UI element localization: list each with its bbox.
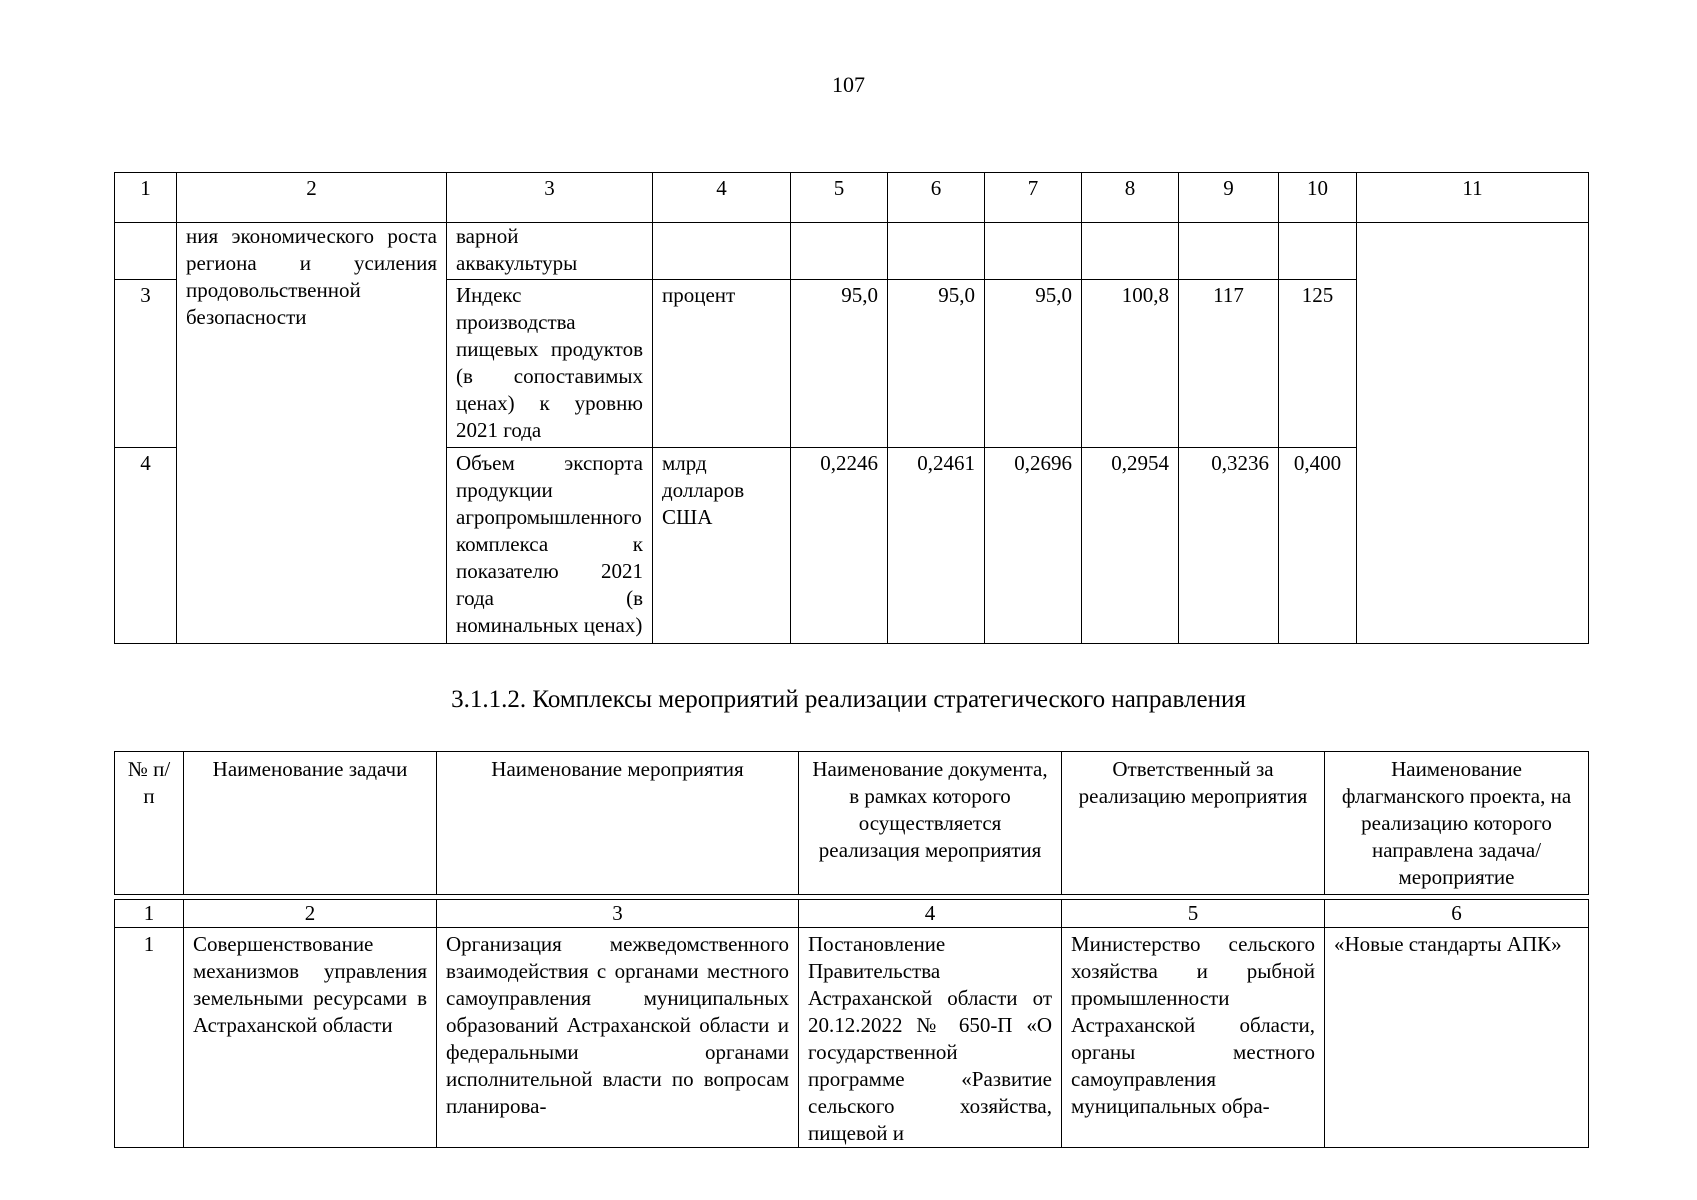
value-cell: 95,0 bbox=[985, 280, 1082, 448]
unit-cell bbox=[653, 223, 791, 280]
row-number-cell bbox=[115, 223, 177, 280]
unit-cell: процент bbox=[653, 280, 791, 448]
column-numbers-row bbox=[115, 900, 1589, 928]
document-cell: Постановление Правительства Астраханской области от 20.12.2022 № 650-П «О государственной программе «Развитие сельского хозяйства, пищевой и bbox=[799, 928, 1062, 1148]
section-heading: 3.1.1.2. Комплексы мероприятий реализации стратегического направления bbox=[451, 686, 1246, 713]
column-number: 8 bbox=[1082, 173, 1179, 223]
activities-table bbox=[114, 899, 1589, 1148]
table-row bbox=[115, 223, 1589, 280]
column-number: 7 bbox=[985, 173, 1082, 223]
value-cell: 95,0 bbox=[791, 280, 888, 448]
value-cell bbox=[791, 223, 888, 280]
header-activity: Наименование мероприятия bbox=[437, 752, 799, 895]
value-cell bbox=[1082, 223, 1179, 280]
value-cell: 95,0 bbox=[888, 280, 985, 448]
flagship-cell: «Новые стандарты АПК» bbox=[1325, 928, 1589, 1148]
value-cell: 0,2246 bbox=[791, 448, 888, 644]
indicator-cell: Индекс производства пищевых продуктов (в сопоставимых ценах) к уровню 2021 года bbox=[447, 280, 653, 448]
header-responsible: Ответственный за реализацию мероприятия bbox=[1062, 752, 1325, 895]
value-cell bbox=[985, 223, 1082, 280]
value-cell: 0,3236 bbox=[1179, 448, 1279, 644]
value-cell bbox=[888, 223, 985, 280]
column-number: 6 bbox=[1325, 900, 1589, 928]
value-cell: 0,2954 bbox=[1082, 448, 1179, 644]
column-number: 9 bbox=[1179, 173, 1279, 223]
column-number: 3 bbox=[437, 900, 799, 928]
value-cell: 117 bbox=[1179, 280, 1279, 448]
value-cell bbox=[1179, 223, 1279, 280]
header-task: Наименование задачи bbox=[184, 752, 437, 895]
indicators-table bbox=[114, 172, 1589, 644]
goal-cell: ния экономического роста региона и усиления продовольственной безопасности bbox=[177, 223, 447, 644]
table-header-row bbox=[115, 173, 1589, 223]
header-number: № п/п bbox=[115, 752, 184, 895]
column-number: 6 bbox=[888, 173, 985, 223]
activities-header-table bbox=[114, 751, 1589, 895]
unit-cell: млрд долларов США bbox=[653, 448, 791, 644]
note-cell bbox=[1357, 223, 1589, 644]
indicator-cell: варной аквакультуры bbox=[447, 223, 653, 280]
responsible-cell: Министерство сельского хозяйства и рыбной промышленности Астраханской области, органы местного самоуправления муниципальных обра- bbox=[1062, 928, 1325, 1148]
column-number: 2 bbox=[184, 900, 437, 928]
column-number: 1 bbox=[115, 173, 177, 223]
header-document: Наименование документа, в рамках которого осуществляется реализация мероприятия bbox=[799, 752, 1062, 895]
value-cell: 0,2696 bbox=[985, 448, 1082, 644]
table-header-row bbox=[115, 752, 1589, 895]
task-cell: Совершенствование механизмов управления земельными ресурсами в Астраханской области bbox=[184, 928, 437, 1148]
indicator-cell: Объем экспорта продукции агропромышленного комплекса к показателю 2021 года (в номинальных ценах) bbox=[447, 448, 653, 644]
row-number-cell: 1 bbox=[115, 928, 184, 1148]
value-cell: 125 bbox=[1279, 280, 1357, 448]
value-cell bbox=[1279, 223, 1357, 280]
header-flagship: Наименование флагманского проекта, на реализацию которого направлена задача/мероприятие bbox=[1325, 752, 1589, 895]
value-cell: 0,2461 bbox=[888, 448, 985, 644]
row-number-cell: 3 bbox=[115, 280, 177, 448]
table-row bbox=[115, 928, 1589, 1148]
row-number-cell: 4 bbox=[115, 448, 177, 644]
column-number: 4 bbox=[799, 900, 1062, 928]
page-number: 107 bbox=[832, 72, 865, 97]
column-number: 1 bbox=[115, 900, 184, 928]
value-cell: 100,8 bbox=[1082, 280, 1179, 448]
column-number: 5 bbox=[1062, 900, 1325, 928]
column-number: 3 bbox=[447, 173, 653, 223]
column-number: 11 bbox=[1357, 173, 1589, 223]
value-cell: 0,400 bbox=[1279, 448, 1357, 644]
column-number: 2 bbox=[177, 173, 447, 223]
activity-cell: Организация межведомственного взаимодействия с органами местного самоуправления муниципальных образований Астраханской области и федеральными органами исполнительной власти по вопросам планирова- bbox=[437, 928, 799, 1148]
column-number: 5 bbox=[791, 173, 888, 223]
column-number: 4 bbox=[653, 173, 791, 223]
column-number: 10 bbox=[1279, 173, 1357, 223]
